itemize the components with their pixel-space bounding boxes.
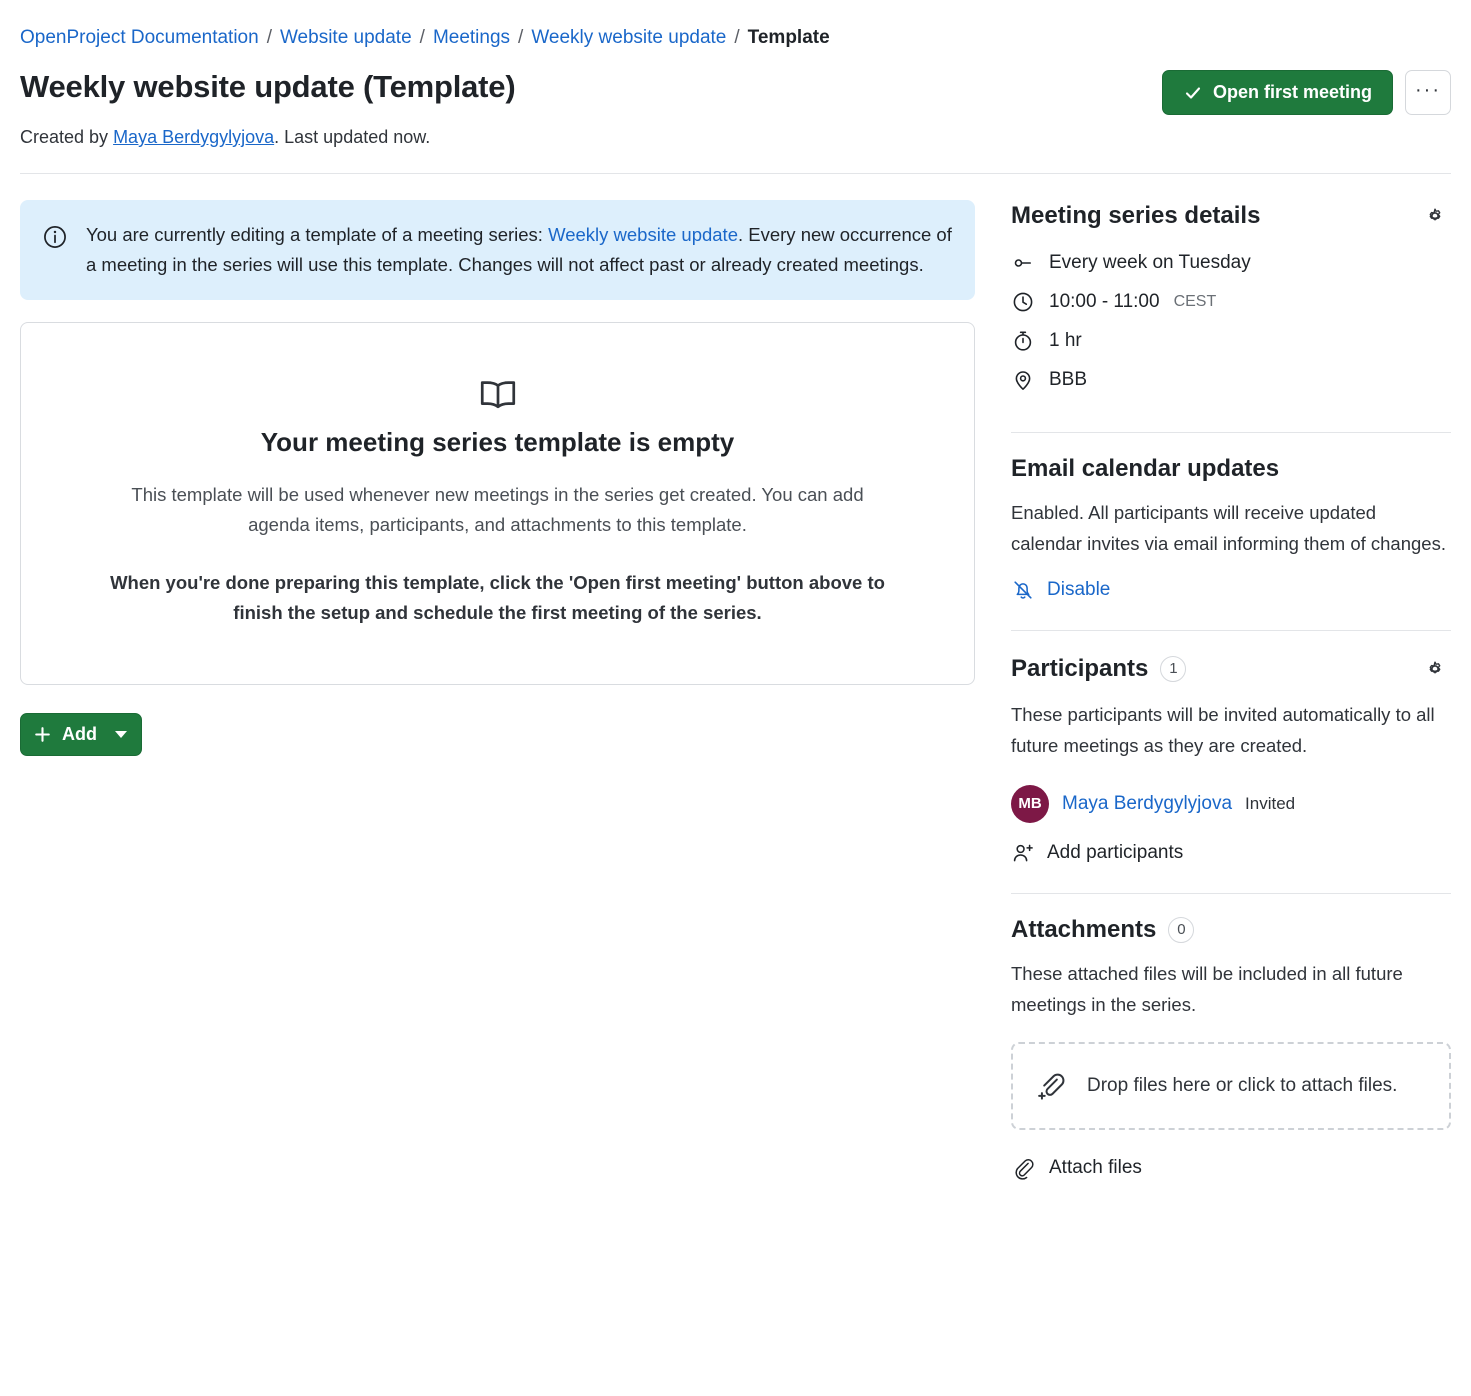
title-actions: [1162, 68, 1451, 115]
empty-state-title: Your meeting series template is empty: [260, 427, 735, 457]
open-first-meeting-button[interactable]: [1162, 70, 1393, 115]
email-updates-description: Enabled. All participants will receive updated calendar invites via email informing them of changes.: [1011, 502, 1446, 554]
stopwatch-icon: [1011, 329, 1035, 353]
breadcrumb-item-0[interactable]: OpenProject Documentation: [20, 27, 259, 48]
book-icon: [81, 373, 914, 415]
kebab-icon: ···: [1415, 78, 1441, 101]
participants-count-badge: 1: [1160, 656, 1186, 682]
page-title: Weekly website update (Template): [20, 69, 516, 104]
participant-item: [1011, 785, 1451, 823]
breadcrumb-separator: /: [734, 27, 740, 48]
info-icon: [42, 224, 68, 250]
sidebar-divider: [1011, 630, 1451, 631]
more-options-button[interactable]: [1405, 70, 1451, 115]
breadcrumb-separator: /: [419, 27, 425, 48]
paperclip-add-icon: [1035, 1070, 1067, 1102]
attachments-title-label: Attachments: [1011, 915, 1157, 943]
details-list: [1011, 248, 1451, 395]
breadcrumb-item-current: Template: [747, 27, 830, 48]
breadcrumb-separator: /: [266, 27, 272, 48]
created-prefix: Created by: [20, 127, 114, 147]
breadcrumb-item-2[interactable]: Meetings: [432, 27, 511, 48]
participant-name[interactable]: Maya Berdygylyjova: [1062, 792, 1233, 814]
created-suffix: . Last updated now.: [274, 127, 431, 147]
person-add-icon: [1011, 841, 1035, 865]
breadcrumb-item-3[interactable]: Weekly website update: [531, 27, 727, 48]
participants-title: [1011, 655, 1186, 683]
bell-off-icon: [1011, 578, 1035, 602]
location-pin-icon: [1011, 368, 1035, 392]
add-button[interactable]: [20, 713, 142, 756]
dropzone-label: Drop files here or click to attach files.: [1087, 1074, 1398, 1096]
created-by-link[interactable]: Maya Berdygylyjova: [113, 127, 275, 147]
duration-row: [1011, 326, 1451, 356]
chevron-down-icon: [115, 731, 127, 738]
participants-settings-button[interactable]: [1419, 653, 1451, 685]
created-by-line: [20, 125, 1451, 149]
attach-files-button[interactable]: [1011, 1156, 1451, 1180]
file-dropzone[interactable]: [1011, 1042, 1451, 1130]
add-button-label: Add: [62, 724, 97, 744]
time-row: [1011, 287, 1451, 317]
avatar: MB: [1011, 785, 1049, 823]
disable-email-updates-button[interactable]: [1011, 578, 1451, 602]
add-participants-button[interactable]: [1011, 841, 1451, 865]
open-first-meeting-label: Open first meeting: [1212, 82, 1372, 102]
empty-state-card: [20, 322, 975, 685]
empty-state-description: This template will be used whenever new meetings in the series get created. You can add agenda items, participants, and attachments to this template.: [131, 484, 864, 535]
meeting-series-details-section: [1011, 200, 1451, 410]
sidebar-divider: [1011, 432, 1451, 433]
disable-label: Disable: [1047, 578, 1111, 600]
attach-files-label: Attach files: [1049, 1156, 1142, 1178]
location-value: BBB: [1049, 369, 1088, 390]
paperclip-icon: [1011, 1156, 1035, 1180]
details-title: Meeting series details: [1011, 202, 1261, 229]
location-row: [1011, 365, 1451, 395]
recurrence-value: Every week on Tuesday: [1049, 252, 1251, 273]
sidebar: [1011, 200, 1451, 1186]
participants-title-label: Participants: [1011, 654, 1149, 682]
participants-description: These participants will be invited automatically to all future meetings as they are created.: [1011, 703, 1435, 756]
attachments-section: [1011, 916, 1451, 1186]
breadcrumb: [20, 26, 1451, 50]
attachments-title: [1011, 916, 1451, 944]
content-area: [20, 174, 1451, 1186]
details-settings-button[interactable]: [1419, 200, 1451, 232]
sidebar-divider: [1011, 893, 1451, 894]
participants-header: [1011, 653, 1451, 685]
participant-status: Invited: [1245, 793, 1296, 813]
check-icon: [1183, 83, 1203, 103]
email-updates-section: [1011, 455, 1451, 608]
plus-icon: [33, 725, 52, 744]
details-header: [1011, 200, 1451, 232]
clock-icon: [1011, 290, 1035, 314]
recurrence-row: [1011, 248, 1451, 278]
participants-section: [1011, 653, 1451, 871]
gear-icon: [1423, 204, 1447, 228]
banner-text-before: You are currently editing a template of a meeting series:: [86, 224, 549, 245]
breadcrumb-item-1[interactable]: Website update: [279, 27, 412, 48]
gear-icon: [1423, 657, 1447, 681]
add-row: [20, 713, 975, 756]
recurrence-icon: [1011, 251, 1035, 275]
timezone-value: CEST: [1173, 293, 1217, 310]
duration-value: 1 hr: [1049, 330, 1082, 351]
empty-state-hint: When you're done preparing this template, click the 'Open first meeting' button above to finish the setup and schedule the first meeting of the series.: [110, 572, 885, 623]
add-participants-label: Add participants: [1047, 841, 1184, 863]
attachments-count-badge: 0: [1168, 917, 1194, 943]
time-value: 10:00 - 11:00: [1049, 291, 1160, 312]
attachments-description: These attached files will be included in all future meetings in the series.: [1011, 962, 1403, 1015]
breadcrumb-separator: /: [518, 27, 524, 48]
email-updates-title: Email calendar updates: [1011, 455, 1280, 482]
banner-series-link[interactable]: Weekly website update: [548, 224, 738, 245]
main-column: [20, 200, 975, 1186]
banner-text: [86, 220, 953, 280]
title-row: [20, 68, 1451, 115]
banner-text-after: . Every new occurrence of a meeting in the series will use this template. Changes will not affect past or already created meetings.: [86, 224, 952, 275]
template-info-banner: [20, 200, 975, 300]
